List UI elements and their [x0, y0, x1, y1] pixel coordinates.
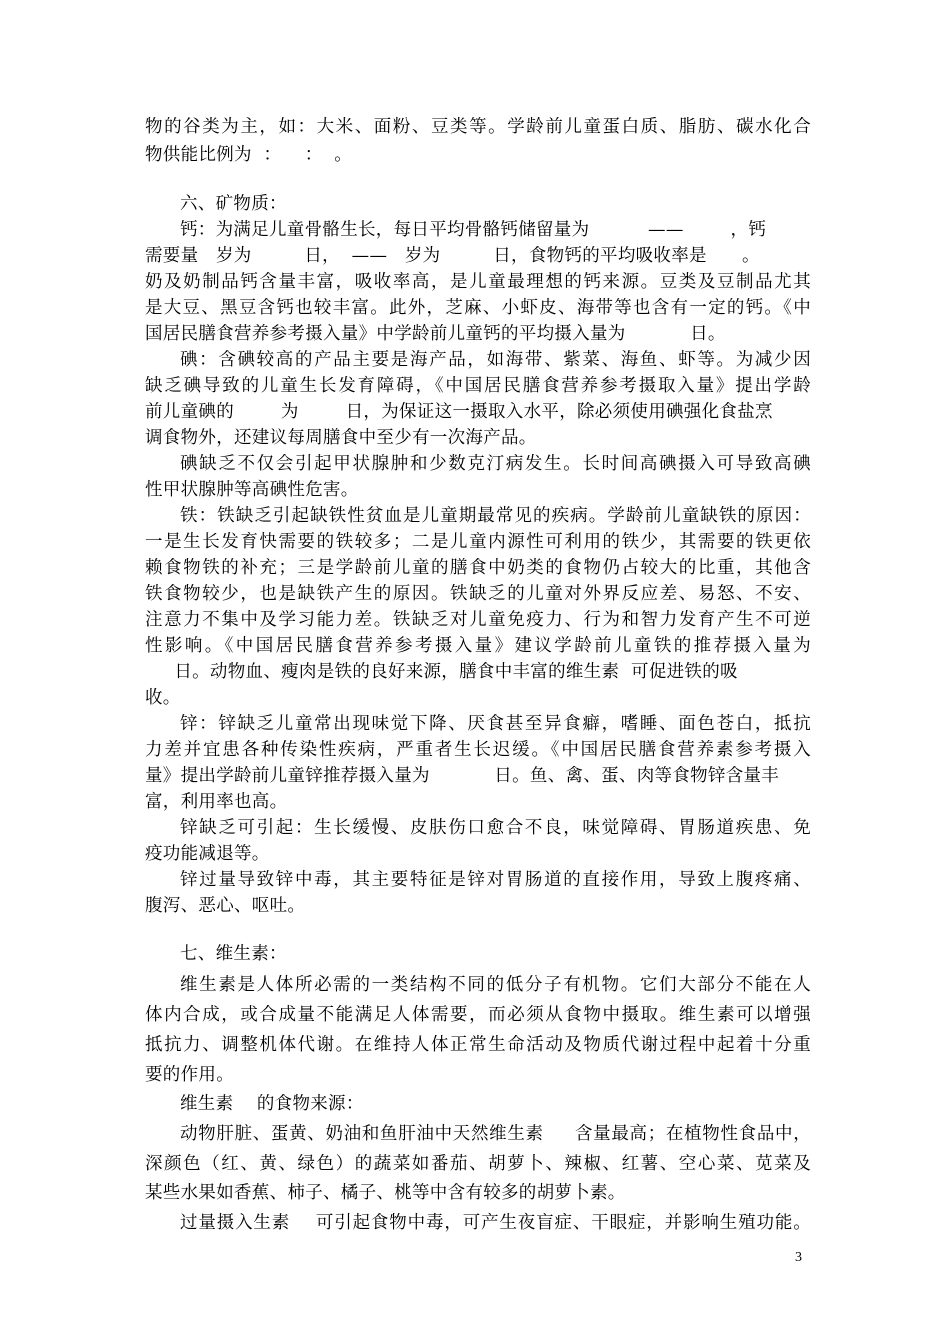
text-line: 某些水果如香蕉、柿子、橘子、桃等中含有较多的胡萝卜素。 — [145, 1183, 626, 1203]
text-line: 奶及奶制品钙含量丰富，吸收率高，是儿童最理想的钙来源。豆类及豆制品尤其 — [145, 272, 811, 292]
text-line: 国居民膳食营养参考摄入量》中学龄前儿童钙的平均摄入量为 日。 — [145, 324, 726, 344]
text-line: 动物肝脏、蛋黄、奶油和鱼肝油中天然维生素 含量最高；在植物性食品中， — [180, 1124, 811, 1144]
text-line: 调食物外，还建议每周膳食中至少有一次海产品。 — [145, 428, 537, 448]
text-line: 抵抗力、调整机体代谢。在维持人体正常生命活动及物质代谢过程中起着十分重 — [145, 1035, 811, 1055]
text-line: 前儿童碘的 为 日，为保证这一摄取入水平，除必须使用碘强化食盐烹 — [145, 402, 773, 422]
text-line: 物供能比例为 ： ： 。 — [145, 145, 353, 165]
text-line: 维生素 的食物来源： — [180, 1094, 364, 1114]
text-line: 要的作用。 — [145, 1065, 234, 1085]
text-line: 铁食物较少，也是缺铁产生的原因。铁缺乏的儿童对外界反应差、易怒、不安、 — [145, 584, 811, 604]
text-line: 力差并宜患各种传染性疾病，严重者生长迟缓。《中国居民膳食营养素参考摄入 — [145, 740, 811, 760]
text-line: 碘缺乏不仅会引起甲状腺肿和少数克汀病发生。长时间高碘摄入可导致高碘 — [180, 454, 811, 474]
page-number: 3 — [795, 1250, 802, 1265]
text-line: 锌过量导致锌中毒，其主要特征是锌对胃肠道的直接作用，导致上腹疼痛、 — [180, 870, 811, 890]
text-line: 钙：为满足儿童骨骼生长，每日平均骨骼钙储留量为 —— ，钙 — [180, 220, 767, 240]
text-line: 一是生长发育快需要的铁较多；二是儿童内源性可利用的铁少，其需要的铁更依 — [145, 532, 811, 552]
text-line: 锌缺乏可引起：生长缓慢、皮肤伤口愈合不良，味觉障碍、胃肠道疾患、免 — [180, 818, 811, 838]
text-line: 深颜色（红、黄、绿色）的蔬菜如番茄、胡萝卜、辣椒、红薯、空心菜、苋菜及 — [145, 1154, 811, 1174]
section-heading-vitamins: 七、维生素： — [180, 944, 287, 964]
text-line: 体内合成，或合成量不能满足人体需要，而必须从食物中摄取。维生素可以增强 — [145, 1005, 811, 1025]
text-line: 维生素是人体所必需的一类结构不同的低分子有机物。它们大部分不能在人 — [180, 975, 811, 995]
text-line: 赖食物铁的补充；三是学龄前儿童的膳食中奶类的食物仍占较大的比重，其他含 — [145, 558, 811, 578]
text-line: 收。 — [145, 688, 181, 708]
text-line: 日。动物血、瘦肉是铁的良好来源，膳食中丰富的维生素 可促进铁的吸 — [145, 662, 738, 682]
text-line: 锌：锌缺乏儿童常出现味觉下降、厌食甚至异食癖，嗜睡、面色苍白，抵抗 — [180, 714, 811, 734]
text-line: 性甲状腺肿等高碘性危害。 — [145, 480, 359, 500]
text-line: 碘：含碘较高的产品主要是海产品，如海带、紫菜、海鱼、虾等。为减少因 — [180, 350, 811, 370]
text-line: 是大豆、黑豆含钙也较丰富。此外，芝麻、小虾皮、海带等也含有一定的钙。《中 — [145, 298, 811, 318]
text-line: 过量摄入生素 可引起食物中毒，可产生夜盲症、干眼症，并影响生殖功能。 — [180, 1213, 811, 1233]
section-heading-minerals: 六、矿物质： — [180, 194, 287, 214]
text-line: 需要量 岁为 日， —— 岁为 日，食物钙的平均吸收率是 。 — [145, 246, 760, 266]
text-line: 缺乏碘导致的儿童生长发育障碍，《中国居民膳食营养参考摄取入量》提出学龄 — [145, 376, 811, 396]
text-line: 物的谷类为主，如：大米、面粉、豆类等。学龄前儿童蛋白质、脂肪、碳水化合 — [145, 117, 811, 137]
text-line: 腹泻、恶心、呕吐。 — [145, 896, 306, 916]
text-line: 注意力不集中及学习能力差。铁缺乏对儿童免疫力、行为和智力发育产生不可逆 — [145, 610, 811, 630]
text-line: 铁：铁缺乏引起缺铁性贫血是儿童期最常见的疾病。学龄前儿童缺铁的原因： — [180, 506, 811, 526]
text-line: 疫功能减退等。 — [145, 844, 270, 864]
text-line: 性影响。《中国居民膳食营养参考摄入量》建议学龄前儿童铁的推荐摄入量为 — [145, 636, 811, 656]
text-line: 量》提出学龄前儿童锌推荐摄入量为 日。鱼、禽、蛋、肉等食物锌含量丰 — [145, 766, 780, 786]
text-line: 富，利用率也高。 — [145, 792, 288, 812]
